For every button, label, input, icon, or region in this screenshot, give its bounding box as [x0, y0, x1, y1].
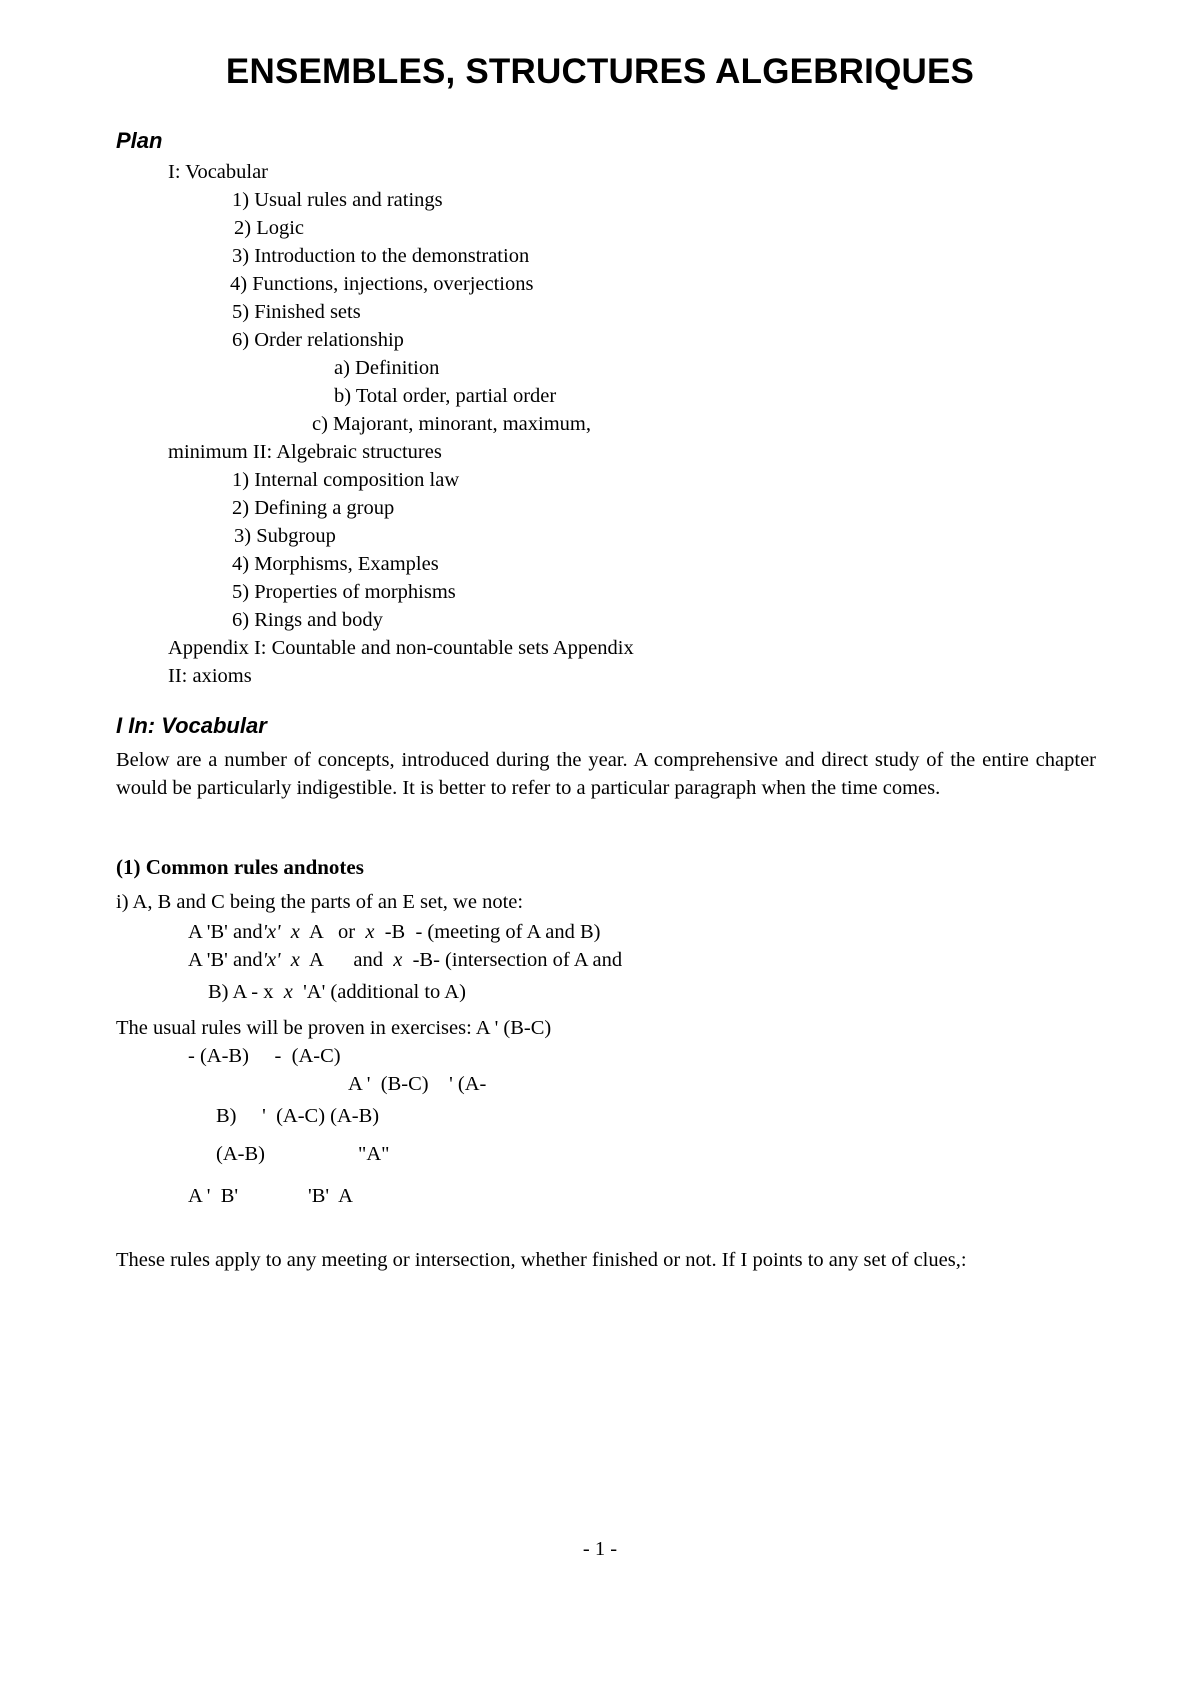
- rule-line: A ' (B-C) ' (A-: [348, 1073, 487, 1095]
- rule-line: (A-B): [216, 1143, 265, 1165]
- plan-item: I: Vocabular: [168, 161, 269, 183]
- plan-item: b) Total order, partial order: [334, 385, 557, 407]
- closing-paragraph: These rules apply to any meeting or intersection, whether finished or not. If I points to any set of clues,:: [116, 1249, 967, 1271]
- sets-intro-line: i) A, B and C being the parts of an E set, we note:: [116, 891, 524, 913]
- plan-item: 4) Functions, injections, overjections: [230, 273, 534, 295]
- rule-line: 'B' A: [308, 1185, 353, 1207]
- plan-item: c) Majorant, minorant, maximum,: [312, 413, 591, 435]
- plan-item: 6) Order relationship: [232, 329, 404, 351]
- subsection-heading-common-rules: (1) Common rules andnotes: [116, 855, 364, 879]
- intersection-definition: A 'B' and'x' x A and x -B- (intersection of A and: [188, 949, 623, 971]
- plan-item: 2) Logic: [234, 217, 305, 239]
- plan-item: II: axioms: [168, 665, 252, 687]
- section-heading-vocabular: I In: Vocabular: [116, 713, 267, 738]
- plan-item: 2) Defining a group: [232, 497, 395, 519]
- plan-item: 4) Morphisms, Examples: [232, 553, 439, 575]
- complement-definition: B) A - x x 'A' (additional to A): [208, 981, 466, 1003]
- plan-item: minimum II: Algebraic structures: [168, 441, 442, 463]
- plan-item: 3) Subgroup: [234, 525, 336, 547]
- plan-item: 6) Rings and body: [232, 609, 383, 631]
- plan-heading: Plan: [116, 128, 163, 153]
- rule-line: "A": [358, 1143, 390, 1165]
- rule-line: B) ' (A-C) (A-B): [216, 1105, 380, 1127]
- plan-item: a) Definition: [334, 357, 440, 379]
- section-intro-paragraph: Below are a number of concepts, introduced during the year. A comprehensive and direct study of the entire chapter would be particularly indigestible. It is better to refer to a particular paragraph when the time comes.: [116, 749, 1096, 799]
- plan-item: 3) Introduction to the demonstration: [232, 245, 530, 267]
- rule-line: - (A-B) - (A-C): [188, 1045, 341, 1067]
- plan-item: 5) Finished sets: [232, 301, 361, 323]
- plan-item: 1) Internal composition law: [232, 469, 460, 491]
- rules-intro-line: The usual rules will be proven in exercises: A ' (B-C): [116, 1017, 552, 1039]
- document-title: ENSEMBLES, STRUCTURES ALGEBRIQUES: [225, 52, 975, 91]
- union-definition: A 'B' and'x' x A or x -B - (meeting of A and B): [188, 921, 601, 943]
- plan-item: 1) Usual rules and ratings: [232, 189, 443, 211]
- page-number: - 1 -: [582, 1538, 618, 1560]
- rule-line: A ' B': [188, 1185, 239, 1207]
- plan-item: Appendix I: Countable and non-countable sets Appendix: [168, 637, 634, 659]
- plan-item: 5) Properties of morphisms: [232, 581, 456, 603]
